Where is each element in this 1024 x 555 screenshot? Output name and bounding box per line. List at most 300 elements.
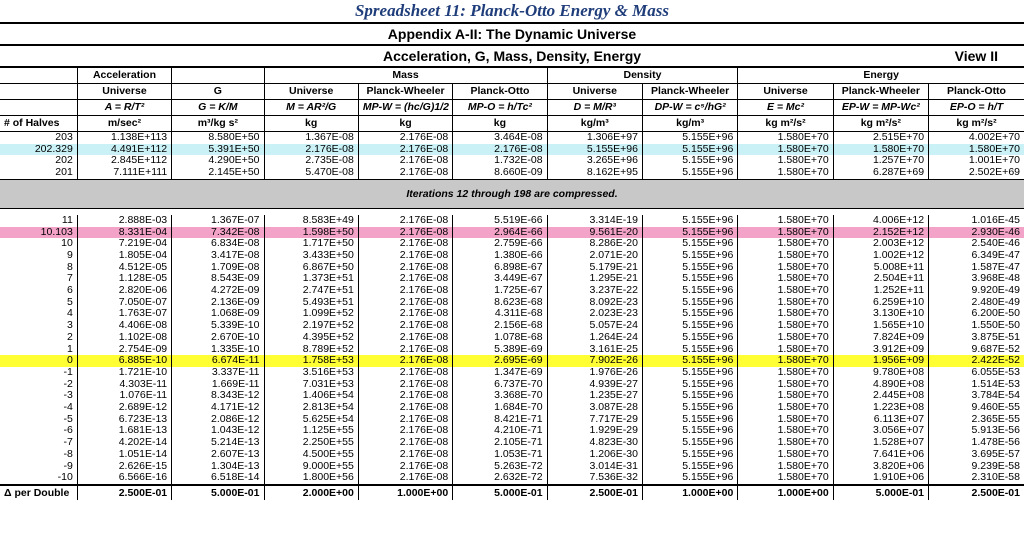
value-cell: 2.813E+54	[264, 402, 358, 414]
value-cell: 2.964E-66	[453, 227, 547, 239]
value-cell: 5.155E+96	[642, 355, 737, 367]
value-cell: 3.337E-11	[172, 367, 264, 379]
value-cell: 2.176E-08	[358, 297, 452, 309]
table-row	[0, 320, 1024, 332]
halves-cell: -3	[0, 390, 77, 402]
value-cell: 8.286E-20	[547, 238, 642, 250]
value-cell: 5.155E+96	[642, 144, 737, 156]
halves-cell: -9	[0, 461, 77, 473]
value-cell: 1.669E-11	[172, 379, 264, 391]
value-cell: 5.155E+96	[642, 379, 737, 391]
value-cell: 9.000E+55	[264, 461, 358, 473]
value-cell: 1.580E+70	[738, 355, 833, 367]
value-cell: 1.580E+70	[738, 308, 833, 320]
value-cell: 4.512E-05	[77, 262, 171, 274]
value-cell: 1.053E-71	[453, 449, 547, 461]
halves-cell: -2	[0, 379, 77, 391]
value-cell: 9.687E-52	[971, 343, 1020, 355]
value-cell: 2.176E-08	[358, 437, 452, 449]
compressed-row	[0, 179, 1024, 208]
value-cell: 4.939E-27	[547, 379, 642, 391]
formula-row	[0, 100, 1024, 116]
table-row	[0, 238, 1024, 250]
subheading: Acceleration, G, Mass, Density, Energy	[382, 48, 642, 64]
table-row	[0, 308, 1024, 320]
formula-energy-universe: E = Mc²	[738, 100, 833, 116]
value-cell: 2.145E+50	[172, 167, 264, 179]
value-cell: 1.580E+70	[738, 425, 833, 437]
halves-column-blank	[0, 84, 77, 100]
value-cell: 6.518E-14	[172, 472, 264, 485]
value-cell: 1.102E-08	[77, 332, 171, 344]
value-cell: 1.587E-47	[971, 261, 1020, 273]
value-cell: 9.780E+08	[833, 367, 928, 379]
value-cell: 2.176E-08	[358, 355, 452, 367]
unit-density-universe: kg/m³	[547, 116, 642, 132]
delta-cell: 5.000E-01	[833, 485, 928, 500]
value-cell: 1.580E+70	[738, 132, 833, 144]
value-cell: 1.580E+70	[738, 144, 833, 156]
value-cell: 1.681E-13	[77, 425, 171, 437]
halves-cell: 9	[0, 250, 77, 262]
table-row	[0, 425, 1024, 437]
unit-energy-universe: kg m²/s²	[738, 116, 833, 132]
value-cell: 5.155E+96	[642, 344, 737, 356]
delta-cell: 1.000E+00	[358, 485, 452, 500]
value-cell: 1.367E-07	[172, 215, 264, 227]
delta-cell: 5.000E-01	[172, 485, 264, 500]
unit-mass-po: kg	[453, 116, 547, 132]
value-cell: 2.086E-12	[172, 414, 264, 426]
value-cell: 5.057E-24	[547, 320, 642, 332]
value-cell: 4.006E+12	[833, 215, 928, 227]
formula-density-universe: D = M/R³	[547, 100, 642, 116]
value-cell: 6.674E-11	[172, 355, 264, 367]
value-cell: 2.888E-03	[77, 215, 171, 227]
value-cell: 1.580E+70	[738, 285, 833, 297]
value-cell: 2.820E-06	[77, 285, 171, 297]
value-cell: 1.709E-08	[172, 262, 264, 274]
value-cell: 6.287E+69	[833, 167, 928, 179]
g-group-cell	[172, 68, 264, 84]
value-cell: 1.580E+70	[738, 262, 833, 274]
value-cell: 1.295E-21	[547, 273, 642, 285]
value-cell: 5.470E-08	[264, 167, 358, 179]
value-cell: 2.176E-08	[358, 238, 452, 250]
formula-mass-pw: MP-W = (hc/G)1/2	[358, 100, 452, 116]
value-cell: 4.171E-12	[172, 402, 264, 414]
value-cell: 2.176E-08	[358, 414, 452, 426]
value-cell: 1.380E-66	[453, 250, 547, 262]
table-row	[0, 297, 1024, 309]
halves-cell: 0	[0, 355, 77, 367]
value-cell: 1.235E-27	[547, 390, 642, 402]
value-cell: 1.406E+54	[264, 390, 358, 402]
table-row	[0, 367, 1024, 379]
halves-cell: 203	[0, 132, 77, 144]
value-cell: 4.890E+08	[833, 379, 928, 391]
value-cell: 1.078E-68	[453, 332, 547, 344]
value-cell: 7.111E+111	[77, 167, 171, 179]
value-cell: 1.910E+06	[833, 472, 928, 485]
density-group: Density	[547, 68, 738, 84]
table-row	[0, 437, 1024, 449]
value-cell: 7.536E-32	[547, 472, 642, 485]
value-cell: 5.155E+96	[642, 215, 737, 227]
sheet-title: Spreadsheet 11: Planck-Otto Energy & Mass	[0, 0, 1024, 24]
table-row	[0, 167, 1024, 179]
value-cell: 1.367E-08	[264, 132, 358, 144]
value-cell: 9.561E-20	[547, 227, 642, 239]
value-cell: 5.155E+96	[642, 297, 737, 309]
halves-cell: 3	[0, 320, 77, 332]
value-cell: 6.349E-47	[971, 249, 1020, 261]
value-cell: 1.580E+70	[738, 215, 833, 227]
value-cell: 3.464E-08	[453, 132, 547, 144]
value-cell: 1.068E-09	[172, 308, 264, 320]
rows-bottom	[0, 215, 1024, 485]
value-cell: 5.155E+96	[642, 227, 737, 239]
value-cell: 2.176E-08	[358, 132, 452, 144]
value-cell: 5.913E-56	[971, 425, 1020, 437]
halves-cell: 1	[0, 344, 77, 356]
table-row	[0, 379, 1024, 391]
value-cell: 3.695E-57	[971, 448, 1020, 460]
halves-header: # of Halves	[0, 116, 77, 132]
value-cell: 1.598E+50	[264, 227, 358, 239]
value-cell: 1.252E+11	[833, 285, 928, 297]
delta-cell: 5.000E-01	[453, 485, 547, 500]
value-cell: 4.491E+112	[77, 144, 171, 156]
value-cell: 2.480E-49	[971, 296, 1020, 308]
table-row	[0, 155, 1024, 167]
units-row	[0, 116, 1024, 132]
value-cell: 5.155E+96	[642, 250, 737, 262]
subheading-bar	[0, 46, 1024, 68]
table-row	[0, 390, 1024, 402]
value-cell: 8.092E-23	[547, 297, 642, 309]
table-row	[0, 215, 1024, 227]
value-cell: 2.632E-72	[453, 472, 547, 485]
value-cell: 5.155E+96	[642, 285, 737, 297]
value-cell: 1.580E+70	[738, 238, 833, 250]
value-cell: 1.306E+97	[547, 132, 642, 144]
value-cell: 1.580E+70	[929, 144, 1024, 156]
value-cell: 2.176E-08	[358, 379, 452, 391]
value-cell: 1.717E+50	[264, 238, 358, 250]
value-cell: 7.824E+09	[833, 332, 928, 344]
value-cell: 1.002E+12	[833, 250, 928, 262]
halves-cell: -4	[0, 402, 77, 414]
value-cell: 8.623E-68	[453, 297, 547, 309]
value-cell: 5.155E+96	[642, 167, 737, 179]
value-cell: 1.800E+56	[264, 472, 358, 485]
compressed-note: Iterations 12 through 198 are compressed.	[0, 179, 1024, 208]
col-density-universe: Universe	[547, 84, 642, 100]
value-cell: 3.449E-67	[453, 273, 547, 285]
unit-mass-pw: kg	[358, 116, 452, 132]
value-cell: 6.566E-16	[77, 472, 171, 485]
col-energy-pw: Planck-Wheeler	[833, 84, 928, 100]
formula-mass-po: MP-O = h/Tc²	[453, 100, 547, 116]
halves-cell: -10	[0, 472, 77, 485]
compressed-section	[0, 179, 1024, 215]
col-density-pw: Planck-Wheeler	[642, 84, 737, 100]
value-cell: 2.176E-08	[358, 227, 452, 239]
value-cell: 1.758E+53	[264, 355, 358, 367]
value-cell: 3.014E-31	[547, 461, 642, 473]
value-cell: 3.130E+10	[833, 308, 928, 320]
value-cell: 6.867E+50	[264, 262, 358, 274]
value-cell: 1.580E+70	[738, 402, 833, 414]
formula-g: G = K/M	[172, 100, 264, 116]
value-cell: 1.956E+09	[833, 355, 928, 367]
value-cell: 7.219E-04	[77, 238, 171, 250]
value-cell: 7.342E-08	[172, 227, 264, 239]
value-cell: 1.580E+70	[738, 273, 833, 285]
value-cell: 1.725E-67	[453, 285, 547, 297]
value-cell: 2.176E-08	[358, 215, 452, 227]
delta-row	[0, 485, 1024, 500]
value-cell: 7.641E+06	[833, 449, 928, 461]
value-cell: 2.176E-08	[358, 320, 452, 332]
halves-cell: 5	[0, 297, 77, 309]
value-cell: 5.339E-10	[172, 320, 264, 332]
value-cell: 2.695E-69	[453, 355, 547, 367]
acceleration-group: Acceleration	[77, 68, 171, 84]
value-cell: 3.056E+07	[833, 425, 928, 437]
delta-cell: 1.000E+00	[642, 485, 737, 500]
unit-energy-po: kg m²/s²	[929, 116, 1024, 132]
value-cell: 2.176E-08	[358, 425, 452, 437]
halves-cell: 7	[0, 273, 77, 285]
value-cell: 1.304E-13	[172, 461, 264, 473]
value-cell: 2.759E-66	[453, 238, 547, 250]
value-cell: 2.136E-09	[172, 297, 264, 309]
value-cell: 2.176E-08	[358, 262, 452, 274]
value-cell: 5.155E+96	[642, 402, 737, 414]
value-cell: 2.176E-08	[358, 144, 452, 156]
formula-density-pw: DP-W = c⁵/hG²	[642, 100, 737, 116]
value-cell: 2.754E-09	[77, 344, 171, 356]
value-cell: 2.502E+69	[968, 167, 1020, 179]
delta-cell: 1.000E+00	[738, 485, 833, 500]
appendix-title: Appendix A-II: The Dynamic Universe	[0, 24, 1024, 46]
value-cell: 9.239E-58	[971, 460, 1020, 472]
value-cell: 3.368E-70	[453, 390, 547, 402]
value-cell: 3.433E+50	[264, 250, 358, 262]
value-cell: 1.805E-04	[77, 250, 171, 262]
value-cell: 1.138E+113	[77, 132, 171, 144]
value-cell: 5.155E+96	[642, 367, 737, 379]
table-row	[0, 273, 1024, 285]
value-cell: 7.031E+53	[264, 379, 358, 391]
value-cell: 4.500E+55	[264, 449, 358, 461]
halves-cell: 202	[0, 155, 77, 167]
value-cell: 7.902E-26	[547, 355, 642, 367]
value-cell: 1.580E+70	[738, 472, 833, 485]
col-energy-universe: Universe	[738, 84, 833, 100]
value-cell: 5.155E+96	[642, 425, 737, 437]
value-cell: 1.550E-50	[971, 320, 1020, 332]
table-row	[0, 262, 1024, 274]
value-cell: 9.460E-55	[971, 402, 1020, 414]
table-row	[0, 132, 1024, 144]
halves-cell: 6	[0, 285, 77, 297]
value-cell: 3.820E+06	[833, 461, 928, 473]
value-cell: 5.389E-69	[453, 344, 547, 356]
table-row	[0, 227, 1024, 239]
mass-group: Mass	[264, 68, 547, 84]
value-cell: 2.071E-20	[547, 250, 642, 262]
value-cell: 2.176E-08	[358, 461, 452, 473]
delta-cell: 2.500E-01	[77, 485, 171, 500]
value-cell: 2.176E-08	[358, 344, 452, 356]
value-cell: 3.784E-54	[971, 390, 1020, 402]
value-cell: 4.823E-30	[547, 437, 642, 449]
value-cell: 2.023E-23	[547, 308, 642, 320]
value-cell: 2.445E+08	[833, 390, 928, 402]
value-cell: 2.176E-08	[358, 472, 452, 485]
halves-formula-blank	[0, 100, 77, 116]
halves-cell: -1	[0, 367, 77, 379]
value-cell: 2.152E+12	[833, 227, 928, 239]
value-cell: 1.580E+70	[738, 449, 833, 461]
halves-cell: -5	[0, 414, 77, 426]
table-row	[0, 355, 1024, 367]
value-cell: 2.607E-13	[172, 449, 264, 461]
value-cell: 6.723E-13	[77, 414, 171, 426]
table-row	[0, 414, 1024, 426]
unit-density-pw: kg/m³	[642, 116, 737, 132]
halves-cell: 201	[0, 167, 77, 179]
value-cell: 2.176E-08	[358, 449, 452, 461]
value-cell: 2.176E-08	[358, 367, 452, 379]
value-cell: 2.176E-08	[358, 308, 452, 320]
value-cell: 4.406E-08	[77, 320, 171, 332]
value-cell: 4.290E+50	[172, 155, 264, 167]
delta-section	[0, 485, 1024, 500]
value-cell: 3.314E-19	[547, 215, 642, 227]
formula-mass-universe: M = AR²/G	[264, 100, 358, 116]
value-cell: 1.580E+70	[738, 367, 833, 379]
value-cell: 1.580E+70	[738, 461, 833, 473]
halves-cell: 8	[0, 262, 77, 274]
value-cell: 5.155E+96	[642, 320, 737, 332]
value-cell: 5.155E+96	[642, 332, 737, 344]
data-table	[0, 68, 1024, 500]
value-cell: 2.845E+112	[77, 155, 171, 167]
unit-accel: m/sec²	[77, 116, 171, 132]
value-cell: 8.343E-12	[172, 390, 264, 402]
halves-cell: -7	[0, 437, 77, 449]
value-cell: 1.580E+70	[738, 155, 833, 167]
value-cell: 1.478E-56	[971, 437, 1020, 449]
table-row	[0, 449, 1024, 461]
table-row	[0, 332, 1024, 344]
value-cell: 2.176E-08	[358, 273, 452, 285]
value-cell: 1.223E+08	[833, 402, 928, 414]
value-cell: 2.310E-58	[971, 472, 1020, 484]
value-cell: 5.155E+96	[642, 155, 737, 167]
value-cell: 5.519E-66	[453, 215, 547, 227]
col-energy-po: Planck-Otto	[929, 84, 1024, 100]
value-cell: 5.214E-13	[172, 437, 264, 449]
unit-energy-pw: kg m²/s²	[833, 116, 928, 132]
value-cell: 1.580E+70	[738, 332, 833, 344]
value-cell: 1.125E+55	[264, 425, 358, 437]
halves-cell: -8	[0, 449, 77, 461]
halves-cell: 10.103	[0, 227, 77, 239]
halves-cell: 4	[0, 308, 77, 320]
table-row	[0, 250, 1024, 262]
value-cell: 5.391E+50	[172, 144, 264, 156]
value-cell: 2.670E-10	[172, 332, 264, 344]
unit-g: m³/kg s²	[172, 116, 264, 132]
halves-cell: 202.329	[0, 144, 77, 156]
value-cell: 2.540E-46	[971, 238, 1020, 250]
value-cell: 9.920E-49	[971, 285, 1020, 297]
value-cell: 1.976E-26	[547, 367, 642, 379]
delta-cell: 2.500E-01	[929, 485, 1024, 500]
value-cell: 1.001E+70	[968, 155, 1020, 167]
value-cell: 4.202E-14	[77, 437, 171, 449]
value-cell: 1.580E+70	[738, 167, 833, 179]
value-cell: 1.732E-08	[453, 155, 547, 167]
value-cell: 2.176E-08	[358, 167, 452, 179]
value-cell: 1.016E-45	[971, 214, 1020, 226]
halves-group-cell	[0, 68, 77, 84]
view-label: View II	[954, 48, 998, 64]
value-cell: 2.176E-08	[358, 402, 452, 414]
formula-energy-po: EP-O = h/T	[929, 100, 1024, 116]
value-cell: 2.156E-68	[453, 320, 547, 332]
halves-cell: 10	[0, 238, 77, 250]
value-cell: 8.660E-09	[453, 167, 547, 179]
value-cell: 5.155E+96	[547, 144, 642, 156]
value-cell: 1.580E+70	[738, 437, 833, 449]
value-cell: 6.885E-10	[77, 355, 171, 367]
value-cell: 1.565E+10	[833, 320, 928, 332]
value-cell: 1.128E-05	[77, 273, 171, 285]
col-accel-universe: Universe	[77, 84, 171, 100]
value-cell: 6.898E-67	[453, 262, 547, 274]
value-cell: 3.968E-48	[971, 273, 1020, 285]
value-cell: 1.580E+70	[738, 379, 833, 391]
col-mass-pw: Planck-Wheeler	[358, 84, 452, 100]
value-cell: 8.543E-09	[172, 273, 264, 285]
value-cell: 1.580E+70	[738, 414, 833, 426]
value-cell: 7.717E-29	[547, 414, 642, 426]
value-cell: 1.721E-10	[77, 367, 171, 379]
value-cell: 4.395E+52	[264, 332, 358, 344]
value-cell: 5.155E+96	[642, 262, 737, 274]
value-cell: 1.257E+70	[833, 155, 928, 167]
value-cell: 2.626E-15	[77, 461, 171, 473]
value-cell: 2.250E+55	[264, 437, 358, 449]
value-cell: 8.162E+95	[547, 167, 642, 179]
value-cell: 2.504E+11	[833, 273, 928, 285]
value-cell: 1.051E-14	[77, 449, 171, 461]
value-cell: 3.237E-22	[547, 285, 642, 297]
value-cell: 2.930E-46	[929, 227, 1024, 239]
value-cell: 5.155E+96	[642, 273, 737, 285]
value-cell: 2.689E-12	[77, 402, 171, 414]
table-row	[0, 472, 1024, 485]
value-cell: 1.580E+70	[738, 250, 833, 262]
value-cell: 1.206E-30	[547, 449, 642, 461]
value-cell: 5.155E+96	[642, 449, 737, 461]
